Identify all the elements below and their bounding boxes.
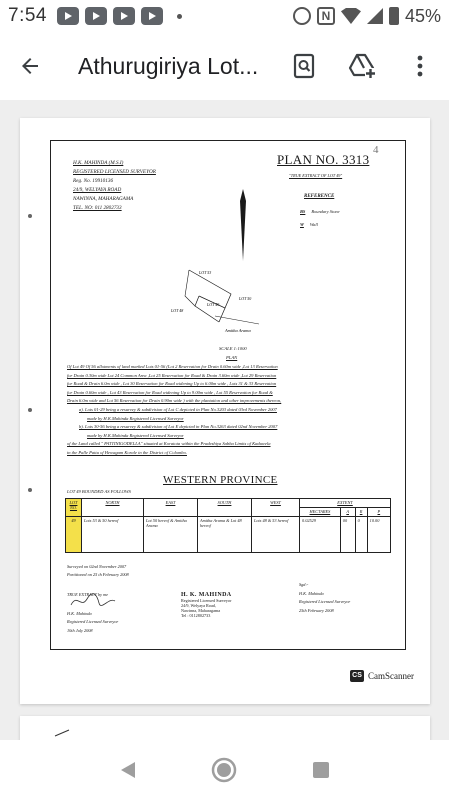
wifi-icon <box>341 8 361 24</box>
more-vert-icon <box>417 55 423 77</box>
table-cell: 49 <box>66 517 82 553</box>
description-line: for Road & Drain 6.0m wide , Lot 30 Reservation for Road widening Up to 6.00m wide , Lots 31 & 33 Reservation <box>67 381 277 387</box>
surveyor-address-2: NAWINNA, MAHARAGAMA <box>73 196 134 202</box>
table-cell: 10.00 <box>367 517 390 553</box>
reference-item: W Wall <box>300 222 318 227</box>
nav-recents-icon <box>312 761 330 779</box>
partitioned-on: Partitioned on 25 th February 2008 <box>67 572 129 578</box>
table-header: LOT NO. <box>66 499 82 517</box>
signature-date: 10th July 2008 <box>67 627 93 633</box>
surveyor-stamp <box>181 593 261 618</box>
table-row <box>66 517 391 553</box>
plan-number: PLAN NO. 3313 <box>277 152 370 167</box>
camscanner-watermark <box>350 670 414 682</box>
description-line: made by H.K.Mahinda Registered Licensed Surveyor <box>87 432 184 438</box>
nfc-icon: N <box>317 7 335 25</box>
nav-home-icon <box>211 757 237 783</box>
camscanner-logo-icon: CS <box>350 670 364 682</box>
corner-mark: 4 <box>373 144 379 156</box>
table-cell: Lot 50 hereof & Amitha Arama <box>144 517 198 553</box>
more-options-button[interactable] <box>391 36 449 96</box>
province-title: WESTERN PROVINCE <box>163 474 278 486</box>
signal-icon <box>367 8 383 24</box>
stamp-name: H. K. MAHINDA <box>181 592 232 598</box>
signature-right <box>299 581 350 615</box>
description-line: for Drain 0.30m wide Lot 24 Common Area ,Lot 25 Reservation for Road & Drain 3.60m wide ,Lot 29 Reservation <box>67 372 277 378</box>
scale-label: SCALE 1:1000 <box>219 346 247 351</box>
plan-label: PLAN <box>226 355 238 360</box>
youtube-icon <box>141 7 163 25</box>
sgd-label: Sgd:- <box>299 582 309 587</box>
youtube-icon <box>57 7 79 25</box>
punch-hole <box>28 488 32 492</box>
survey-plan <box>50 140 406 650</box>
nav-back-button[interactable] <box>108 750 148 790</box>
sketch-label: LOT 53 <box>199 270 212 275</box>
notification-icons <box>57 7 182 25</box>
punch-hole <box>28 214 32 218</box>
table-header: SOUTH <box>198 499 252 517</box>
signature-left <box>67 591 118 635</box>
back-arrow-icon <box>18 54 42 78</box>
battery-percent: 45% <box>404 5 441 26</box>
back-button[interactable] <box>0 36 60 96</box>
bounded-label: LOT 49 BOUNDED AS FOLLOWS <box>67 489 131 494</box>
table-cell: 0.02529 <box>300 517 341 553</box>
surveyor-details <box>73 159 193 213</box>
description-line: in the Palle Pattu of Hewagam Korale in the District of Colombo. <box>67 449 187 455</box>
signatory-name: H.K. Mahinda <box>67 610 92 616</box>
status-time: 7:54 <box>8 5 47 26</box>
youtube-icon <box>85 7 107 25</box>
true-extract-by: TRUE EXTRACT by me <box>67 592 109 597</box>
page-mark <box>54 728 70 738</box>
table-header: EXTENT <box>300 499 391 508</box>
surveyor-address-1: 24/9, WELYAYA ROAD <box>73 187 122 193</box>
signatory-name: H.K. Mahinda <box>299 590 324 596</box>
table-header: WEST <box>252 499 300 517</box>
description-line: a). Lots 01-29 being a resurvey & subdivision of Lot C depicted in Plan No.3203 dated 03rd November 2007 <box>79 406 277 412</box>
document-title: Athurugiriya Lot... <box>78 52 259 79</box>
add-to-drive-button[interactable] <box>333 36 391 96</box>
surveyor-name: H.K. MAHINDA (M.S.I) <box>73 160 124 166</box>
sketch-label: LOT 48 <box>171 308 184 313</box>
stamp-address-2: Nawinna, Maharagama <box>181 608 221 613</box>
navigation-bar <box>0 740 449 800</box>
pdf-page[interactable] <box>20 118 430 704</box>
table-header: NORTH <box>82 499 144 517</box>
pdf-page-next[interactable] <box>20 716 430 740</box>
plan-description <box>67 363 399 458</box>
table-cell: 00 <box>340 517 355 553</box>
surveyor-tel: TEL. NO: 011 2802733 <box>73 205 122 211</box>
sketch-label: LOT 49 <box>207 302 220 307</box>
battery-icon <box>389 7 399 25</box>
reference-title: REFERENCE <box>304 194 335 199</box>
nav-back-icon <box>119 760 137 780</box>
lot-sketch <box>159 266 279 336</box>
description-line: Of Lot 49 Of 56 allotments of land marked Lots 01-56 (Lot 2 Reservation for Drain 0.60m wide ,Lot 13 Reservation <box>67 364 278 369</box>
true-extract-label: "TRUE EXTRACT OF LOT 49" <box>289 173 343 178</box>
status-bar <box>0 0 449 32</box>
alarm-icon <box>293 7 311 25</box>
table-cell: Amitha Arama & Lot 48 hereof <box>198 517 252 553</box>
stamp-address-1: 24/9, Welyaya Road, <box>181 603 216 608</box>
youtube-icon <box>113 7 135 25</box>
punch-hole <box>28 408 32 412</box>
camscanner-text: CamScanner <box>368 671 414 681</box>
surveyor-reg: Reg. No. 19910136 <box>73 178 114 184</box>
description-line: made by H.K.Mahinda Registered Licensed Surveyor <box>87 415 184 421</box>
surveyed-on: Surveyed on 02nd November 2007 <box>67 564 127 569</box>
surveyor-role: REGISTERED LICENSED SURVEYOR <box>73 169 156 175</box>
table-cell: Lots 53 & 50 hereof <box>82 517 144 553</box>
table-header-row <box>66 499 391 508</box>
description-line: of the Land called " PATTINIGODELLA" situated at Koratota within the Pradeshiya Sabha Limits of Kaduwela <box>67 441 271 447</box>
description-line: for Drain 0.60m wide , Lot 43 Reservation for Road widening Up to 9.00m wide , Lot 55 Reservation for Road & <box>67 389 273 395</box>
pdf-viewer[interactable] <box>0 100 449 740</box>
more-notifications-dot-icon <box>177 14 182 19</box>
table-subheader: A <box>340 508 355 517</box>
table-subheader: R <box>355 508 367 517</box>
stamp-tel: Tel : 0112802733 <box>181 613 211 618</box>
survey-dates <box>67 563 129 579</box>
reference-item: BS Boundary Stone <box>300 209 340 214</box>
sketch-label: LOT 50 <box>239 296 252 301</box>
sketch-label: Amitha Arama <box>225 328 251 333</box>
app-bar <box>0 36 449 96</box>
description-line: Drain 6.0m wide and Lot 56 Reservation for Drain 0.90m wide ) with the plantation and other improvements thereon, <box>67 398 282 404</box>
add-to-drive-icon <box>348 53 376 79</box>
system-icons <box>293 6 441 27</box>
nav-home-button[interactable] <box>204 750 244 790</box>
table-subheader: P <box>367 508 390 517</box>
table-cell: Lots 48 & 53 hereof <box>252 517 300 553</box>
search-in-doc-icon <box>292 53 316 79</box>
description-line: b). Lots 30-56 being a resurvey & subdivision of Lot E depicted in Plan No.3263 dated 02nd November 2007 <box>79 424 278 430</box>
stamp-role: Registered Licensed Surveyor <box>181 598 232 603</box>
table-cell: 0 <box>355 517 367 553</box>
north-arrow-icon <box>239 189 247 261</box>
table-subheader: HECTARES <box>300 508 341 517</box>
signatory-role: Registered Licensed Surveyor <box>67 619 119 624</box>
find-in-document-button[interactable] <box>275 36 333 96</box>
signature-date: 25th February 2008 <box>299 607 334 613</box>
table-header: EAST <box>144 499 198 517</box>
signatory-role: Registered Licensed Surveyor <box>299 599 351 604</box>
boundaries-table <box>65 498 391 553</box>
nav-recents-button[interactable] <box>301 750 341 790</box>
